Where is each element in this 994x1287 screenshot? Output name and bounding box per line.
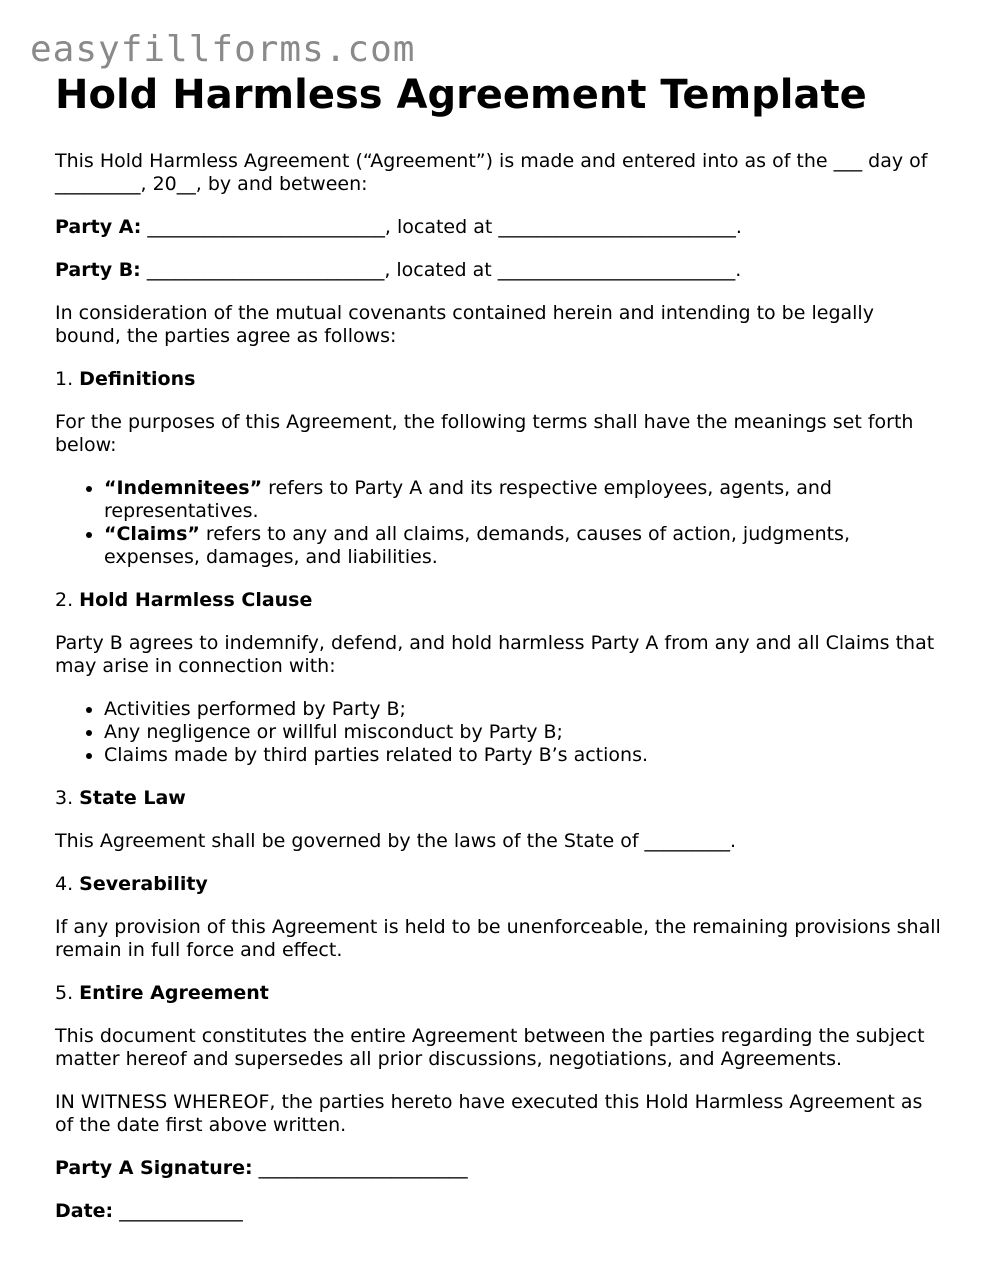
section-heading-state-law [55,787,945,810]
section-heading-severability [55,873,945,896]
list-item: • Any negligence or willful misconduct by Party B; [104,721,945,744]
hold-harmless-list [55,698,945,767]
party-b-blanks: _________________________, located at _________________________. [140,259,742,281]
consideration-paragraph: In consideration of the mutual covenants contained herein and intending to be legally bound, the parties agree as follows: [55,302,874,347]
date-label: Date: [55,1200,114,1222]
party-a-blanks: _________________________, located at _________________________. [141,216,742,238]
section-number: 5. [55,982,80,1004]
signature-line [55,1157,945,1180]
party-b-line [55,259,945,282]
term-definition: refers to Party A and its respective employees, agents, and representatives. [104,477,832,522]
term-definition: refers to any and all claims, demands, causes of action, judgments, expenses, damages, and liabilities. [104,523,850,568]
list-item [104,477,945,523]
section-heading-hold-harmless [55,589,945,612]
section-number: 2. [55,589,80,611]
document-title: Hold Harmless Agreement Template [55,72,867,118]
section-number: 1. [55,368,80,390]
term: “Indemnitees” [104,477,263,499]
section-title: State Law [79,787,186,809]
watermark: easyfillforms.com [30,29,416,70]
section-heading-entire-agreement [55,982,945,1005]
severability-paragraph: If any provision of this Agreement is held to be unenforceable, the remaining provisions shall remain in full force and effect. [55,916,941,961]
intro-paragraph: This Hold Harmless Agreement (“Agreement”) is made and entered into as of the ___ day of _________, 20__, by and between: [55,150,928,195]
signature-blank: ______________________ [252,1157,468,1179]
witness-paragraph: IN WITNESS WHEREOF, the parties hereto have executed this Hold Harmless Agreement as of the date first above written. [55,1091,923,1136]
section-title: Severability [79,873,208,895]
section-heading-definitions [55,368,945,391]
party-a-label: Party A: [55,216,142,238]
definitions-list [55,477,945,569]
definitions-paragraph: For the purposes of this Agreement, the following terms shall have the meanings set forth below: [55,411,914,456]
section-number: 4. [55,873,80,895]
list-item: • Activities performed by Party B; [104,698,945,721]
section-title: Definitions [79,368,196,390]
entire-agreement-paragraph: This document constitutes the entire Agreement between the parties regarding the subject matter hereof and supersedes all prior discussions, negotiations, and Agreements. [55,1025,925,1070]
document-page [55,70,945,1223]
date-blank: _____________ [113,1200,243,1222]
section-title: Entire Agreement [79,982,269,1004]
section-number: 3. [55,787,80,809]
hold-harmless-paragraph: Party B agrees to indemnify, defend, and hold harmless Party A from any and all Claims that may arise in connection with: [55,632,935,677]
party-a-line [55,216,945,239]
list-item [104,523,945,569]
party-b-label: Party B: [55,259,141,281]
signature-label: Party A Signature: [55,1157,253,1179]
list-item: • Claims made by third parties related to Party B’s actions. [104,744,945,767]
term: “Claims” [104,523,200,545]
state-law-paragraph: This Agreement shall be governed by the laws of the State of _________. [55,830,737,852]
date-line [55,1200,945,1223]
section-title: Hold Harmless Clause [79,589,313,611]
